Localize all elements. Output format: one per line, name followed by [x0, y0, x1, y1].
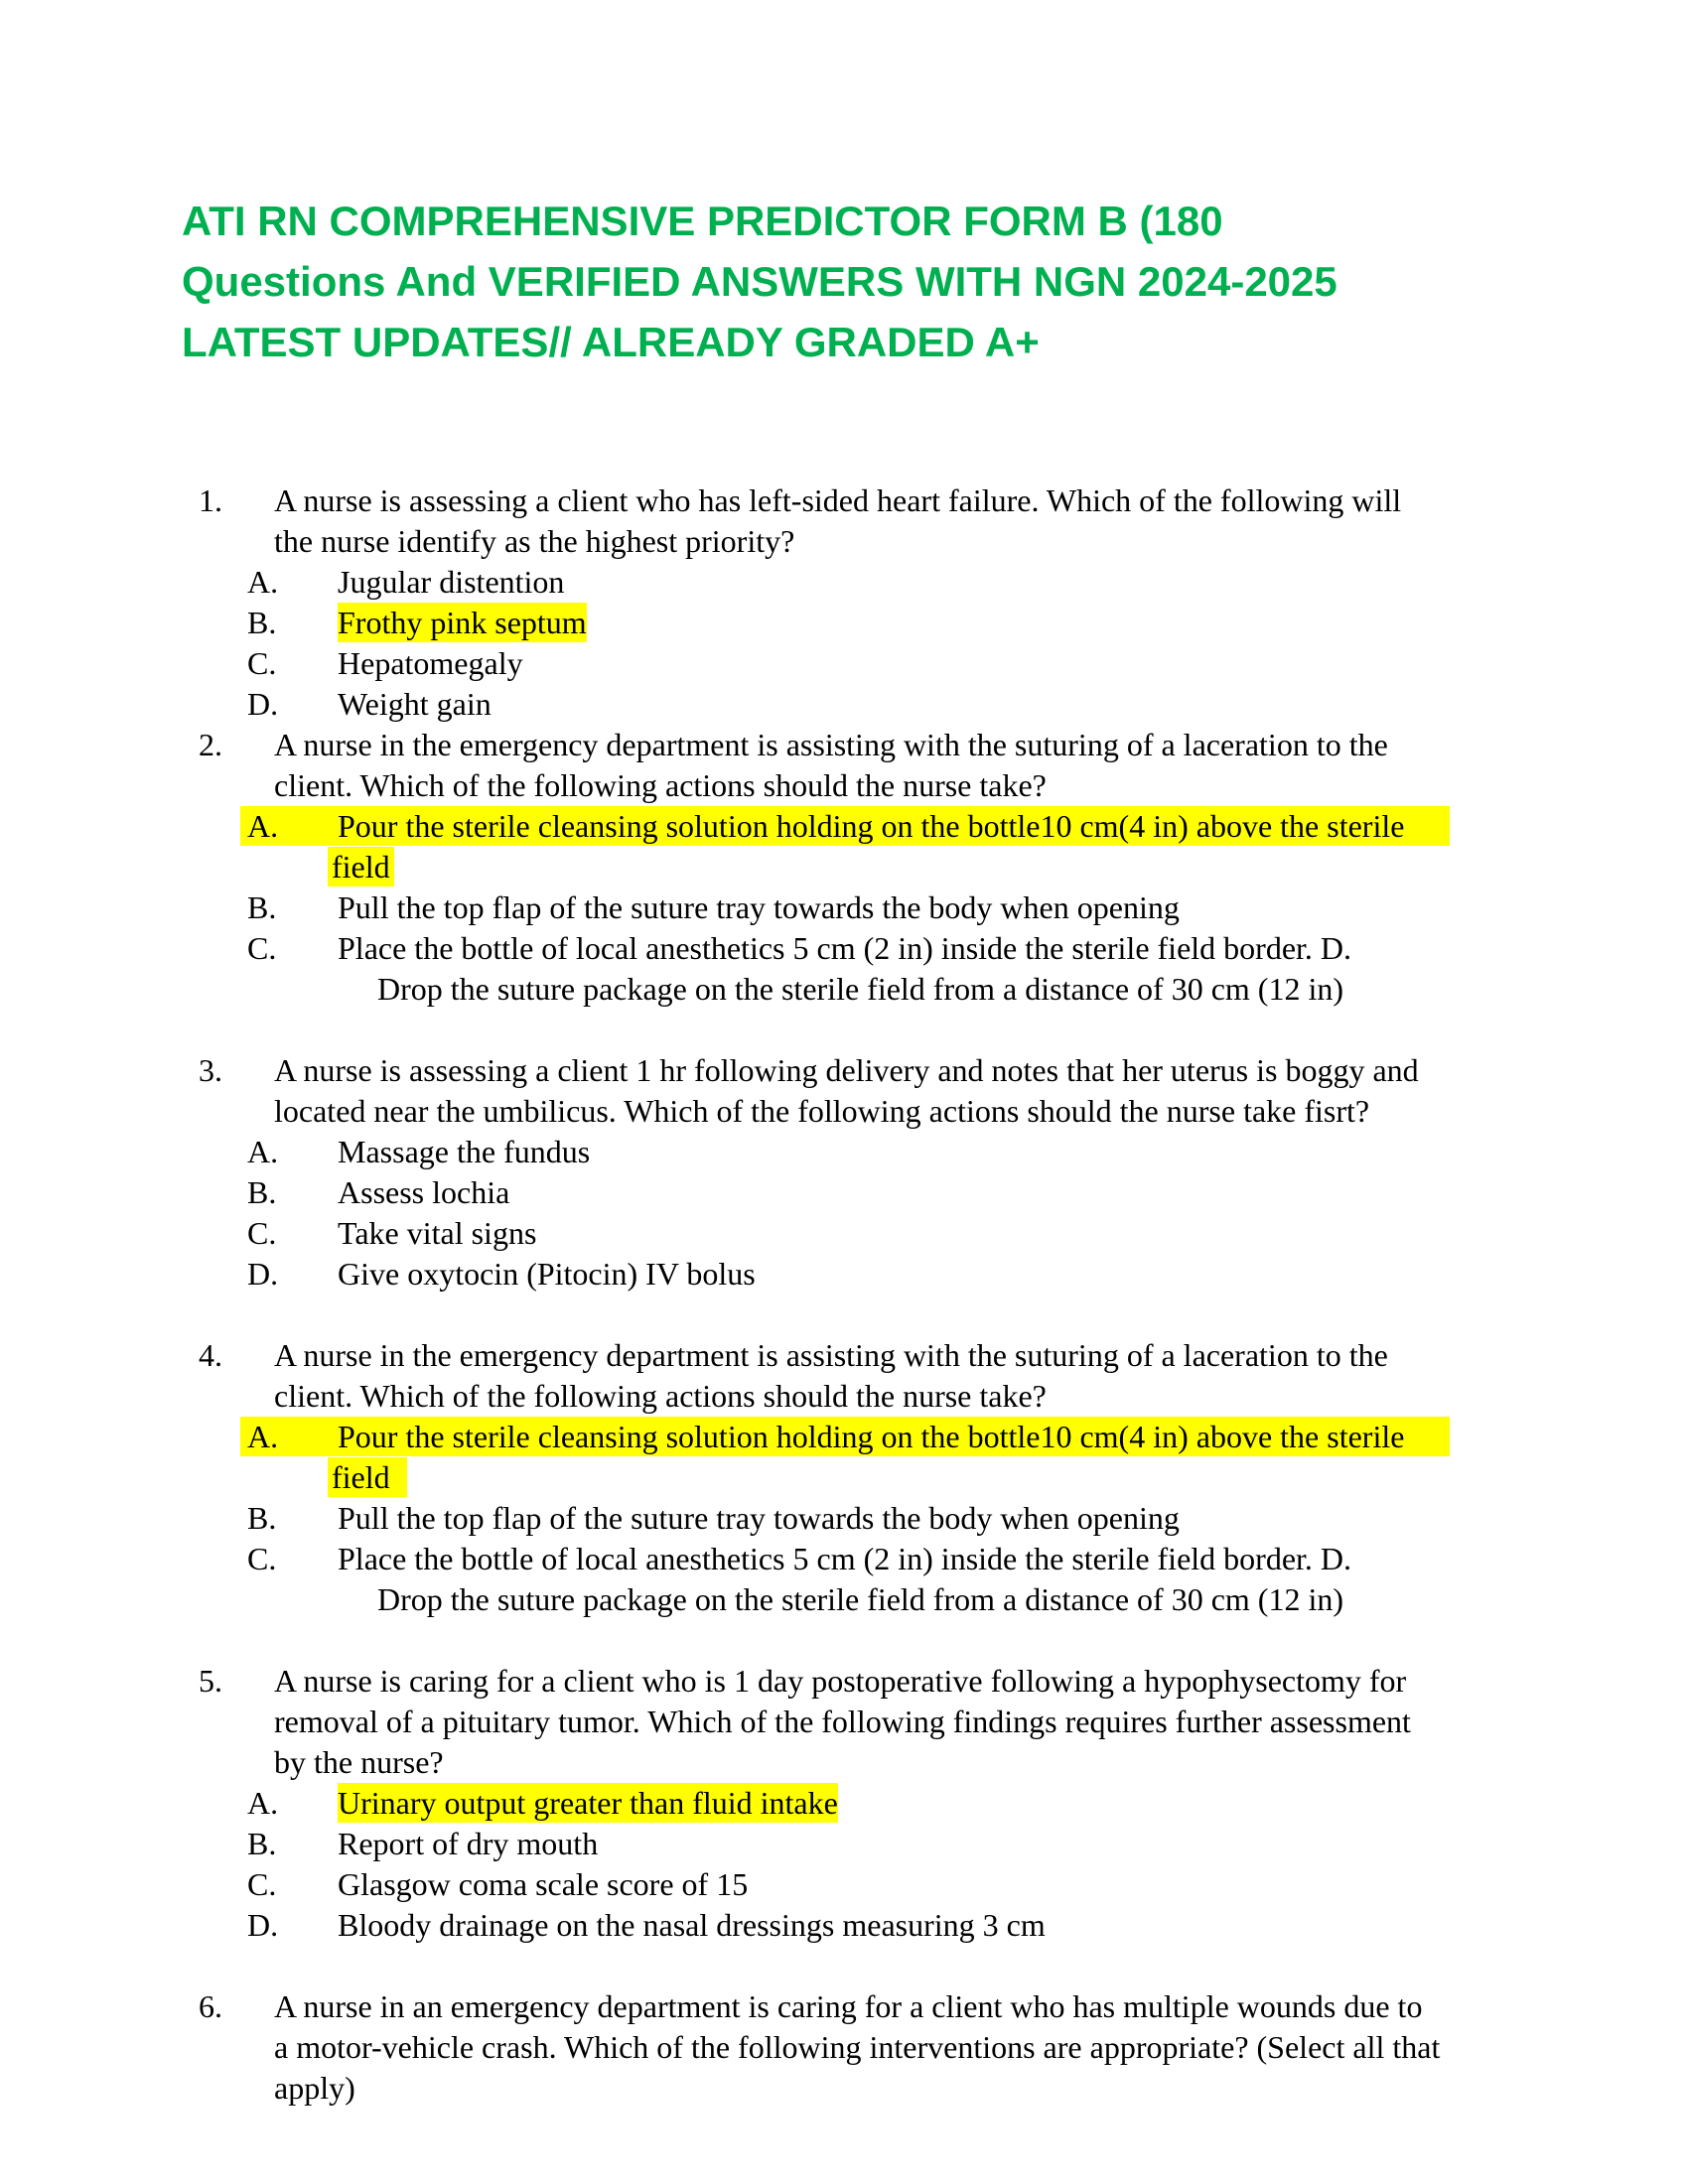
option-letter: A. [247, 1419, 279, 1454]
option-text: Assess lochia [338, 1174, 510, 1210]
question-stem: A nurse in the emergency department is assisting with the suturing of a laceration to the [274, 1337, 1388, 1373]
question-stem: by the nurse? [274, 1744, 444, 1780]
document-title [182, 191, 1473, 372]
question-number: 6. [199, 1988, 222, 2024]
title-line: LATEST UPDATES// ALREADY GRADED A+ [182, 319, 1040, 365]
option-letter: C. [247, 645, 277, 681]
option-text: Jugular distention [338, 564, 565, 600]
question-number: 2. [199, 727, 222, 762]
option-text-highlighted-answer: Frothy pink septum [338, 605, 587, 640]
option-letter: B. [247, 889, 277, 925]
option-text: Massage the fundus [338, 1134, 591, 1169]
option-text: Weight gain [338, 686, 492, 722]
question-stem: located near the umbilicus. Which of the following actions should the nurse take fisrt? [274, 1093, 1370, 1129]
option-text: Give oxytocin (Pitocin) IV bolus [338, 1256, 756, 1292]
question-stem: apply) [274, 2070, 355, 2106]
question-number: 5. [199, 1663, 222, 1699]
option-text: Pull the top flap of the suture tray towards the body when opening [338, 1500, 1180, 1536]
option-text: Bloody drainage on the nasal dressings measuring 3 cm [338, 1907, 1046, 1943]
option-letter: B. [247, 1174, 277, 1210]
question-stem: A nurse is assessing a client 1 hr following delivery and notes that her uterus is boggy and [274, 1052, 1419, 1088]
option-text: Report of dry mouth [338, 1826, 599, 1861]
option-letter: A. [247, 1134, 279, 1169]
question-number: 3. [199, 1052, 222, 1088]
option-text: Pull the top flap of the suture tray towards the body when opening [338, 889, 1180, 925]
option-letter: C. [247, 1215, 277, 1251]
question-stem: the nurse identify as the highest priority? [274, 523, 795, 559]
question-number: 1. [199, 482, 222, 518]
title-line: ATI RN COMPREHENSIVE PREDICTOR FORM B (180 [182, 198, 1223, 244]
question-number: 4. [199, 1337, 222, 1373]
option-letter: B. [247, 1500, 277, 1536]
question-stem: client. Which of the following actions should the nurse take? [274, 767, 1047, 803]
option-letter: A. [247, 564, 279, 600]
option-letter: A. [247, 1785, 279, 1821]
option-letter: D. [247, 686, 279, 722]
option-letter: D. [247, 1256, 279, 1292]
question-stem: a motor-vehicle crash. Which of the following interventions are appropriate? (Select all that [274, 2029, 1441, 2065]
option-text-continuation: field [332, 849, 390, 885]
option-letter: C. [247, 930, 277, 966]
question-stem: client. Which of the following actions should the nurse take? [274, 1378, 1047, 1414]
option-text: Hepatomegaly [338, 645, 523, 681]
option-letter: A. [247, 808, 279, 844]
question-stem: A nurse is assessing a client who has left-sided heart failure. Which of the following will [274, 482, 1402, 518]
title-line: Questions And VERIFIED ANSWERS WITH NGN 2024-2025 [182, 258, 1337, 305]
option-text: Glasgow coma scale score of 15 [338, 1866, 749, 1902]
option-letter: B. [247, 605, 277, 640]
option-text: Take vital signs [338, 1215, 537, 1251]
option-letter: B. [247, 1826, 277, 1861]
option-text: Pour the sterile cleansing solution holding on the bottle10 cm(4 in) above the sterile [338, 808, 1405, 844]
option-letter: C. [247, 1866, 277, 1902]
option-text: Place the bottle of local anesthetics 5 cm (2 in) inside the sterile field border. D. [338, 930, 1352, 966]
option-text: Pour the sterile cleansing solution holding on the bottle10 cm(4 in) above the sterile [338, 1419, 1405, 1454]
option-text-highlighted-answer: Urinary output greater than fluid intake [338, 1785, 838, 1821]
option-letter: D. [247, 1907, 279, 1943]
option-text: Place the bottle of local anesthetics 5 cm (2 in) inside the sterile field border. D. [338, 1541, 1352, 1576]
option-text-continuation: Drop the suture package on the sterile field from a distance of 30 cm (12 in) [377, 1581, 1343, 1617]
option-text-continuation: Drop the suture package on the sterile field from a distance of 30 cm (12 in) [377, 971, 1343, 1007]
question-stem: A nurse is caring for a client who is 1 day postoperative following a hypophysectomy for [274, 1663, 1407, 1699]
option-text-continuation: field [332, 1459, 390, 1495]
question-stem: A nurse in the emergency department is assisting with the suturing of a laceration to the [274, 727, 1388, 762]
option-letter: C. [247, 1541, 277, 1576]
question-stem: A nurse in an emergency department is caring for a client who has multiple wounds due to [274, 1988, 1423, 2024]
question-stem: removal of a pituitary tumor. Which of the following findings requires further assessment [274, 1704, 1411, 1739]
